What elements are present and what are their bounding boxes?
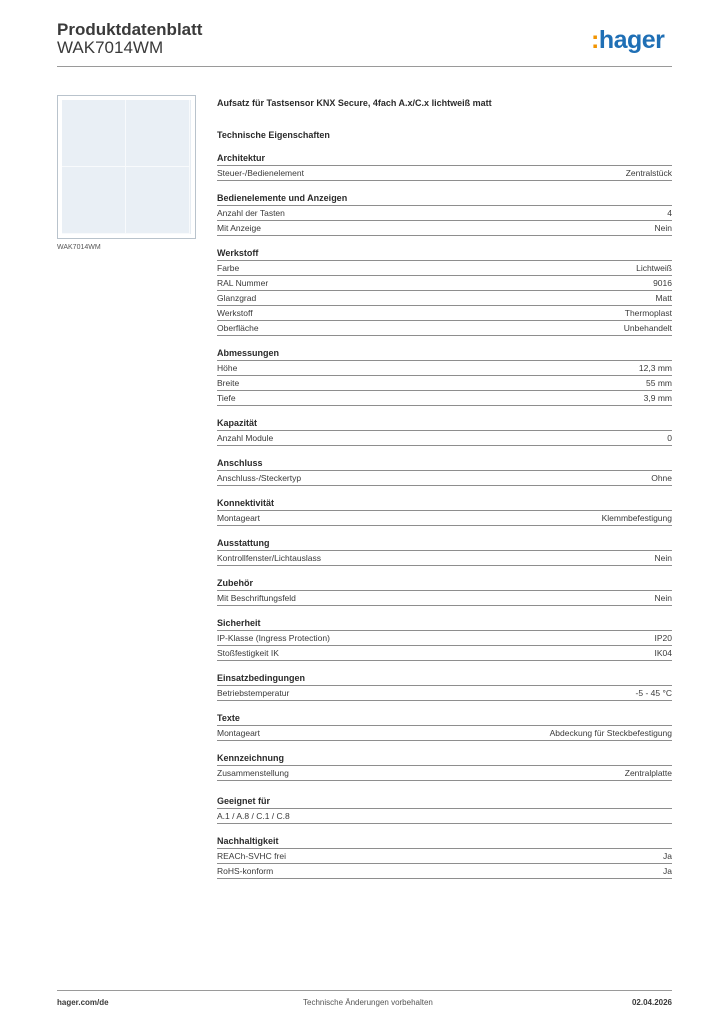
spec-row [217, 863, 672, 879]
spec-row [217, 165, 672, 181]
header-divider [57, 66, 672, 67]
product-image [57, 95, 196, 239]
spec-row [217, 808, 672, 824]
spec-group-title: Konnektivität [217, 498, 275, 508]
spec-label: Werkstoff [217, 308, 253, 318]
spec-group-title: Nachhaltigkeit [217, 836, 279, 846]
spec-label: Breite [217, 378, 240, 388]
rocker-top-left [62, 100, 126, 167]
spec-value: Zentralstück [625, 168, 672, 178]
spec-row [217, 725, 672, 741]
spec-group [217, 795, 672, 824]
spec-label: Montageart [217, 728, 260, 738]
spec-label: Anschluss-/Steckertyp [217, 473, 302, 483]
spec-group [217, 672, 672, 701]
section-title: Technische Eigenschaften [217, 130, 330, 140]
rocker-bottom-left [62, 167, 126, 234]
spec-groups [217, 152, 672, 879]
spec-label: A.1 / A.8 / C.1 / C.8 [217, 811, 290, 821]
spec-row [217, 275, 672, 290]
spec-value: Unbehandelt [623, 323, 672, 333]
spec-group-title: Werkstoff [217, 248, 259, 258]
spec-value: 4 [667, 208, 672, 218]
spec-row [217, 375, 672, 390]
spec-group-title: Abmessungen [217, 348, 280, 358]
spec-group-title: Einsatzbedingungen [217, 673, 306, 683]
spec-value: IP20 [654, 633, 672, 643]
spec-group [217, 537, 672, 566]
spec-row [217, 360, 672, 375]
spec-value: Abdeckung für Steckbefestigung [549, 728, 672, 738]
spec-group [217, 577, 672, 606]
spec-label: Höhe [217, 363, 238, 373]
spec-group [217, 347, 672, 406]
spec-label: Kontrollfenster/Lichtauslass [217, 553, 321, 563]
spec-value: Nein [654, 593, 672, 603]
spec-value: Nein [654, 223, 672, 233]
spec-row [217, 510, 672, 526]
document-title: Produktdatenblatt [57, 20, 203, 39]
spec-group [217, 457, 672, 486]
spec-value: Matt [655, 293, 672, 303]
spec-group [217, 835, 672, 879]
spec-row [217, 765, 672, 781]
product-name: Aufsatz für Tastsensor KNX Secure, 4fach A.x/C.x lichtweiß matt [217, 98, 492, 108]
spec-group-title: Texte [217, 713, 240, 723]
spec-row [217, 305, 672, 320]
spec-value: IK04 [654, 648, 672, 658]
spec-group-title: Architektur [217, 153, 266, 163]
spec-row [217, 320, 672, 336]
spec-group-title: Ausstattung [217, 538, 270, 548]
spec-label: Anzahl der Tasten [217, 208, 285, 218]
spec-value: Zentralplatte [624, 768, 672, 778]
spec-value: Klemmbefestigung [601, 513, 672, 523]
image-caption: WAK7014WM [57, 244, 101, 251]
spec-label: Montageart [217, 513, 260, 523]
spec-group-title: Kennzeichnung [217, 753, 284, 763]
spec-group [217, 752, 672, 781]
spec-label: Tiefe [217, 393, 236, 403]
spec-value: 12,3 mm [638, 363, 672, 373]
footer-note: Technische Änderungen vorbehalten [303, 998, 433, 1007]
spec-row [217, 550, 672, 566]
spec-value: -5 - 45 °C [635, 688, 672, 698]
spec-group [217, 617, 672, 661]
spec-group-title: Kapazität [217, 418, 258, 428]
spec-label: Mit Anzeige [217, 223, 261, 233]
spec-row [217, 260, 672, 275]
spec-row [217, 220, 672, 236]
spec-group [217, 497, 672, 526]
product-specifications [217, 96, 672, 890]
hager-logo [591, 26, 664, 55]
spec-label: RoHS-konform [217, 866, 274, 876]
article-number: WAK7014WM [57, 38, 164, 57]
spec-group-title: Sicherheit [217, 618, 261, 628]
spec-group [217, 247, 672, 336]
spec-row [217, 470, 672, 486]
spec-row [217, 390, 672, 406]
spec-group [217, 712, 672, 741]
spec-label: IP-Klasse (Ingress Protection) [217, 633, 330, 643]
spec-value: Ja [663, 851, 672, 861]
spec-row [217, 645, 672, 661]
product-image-plate [62, 100, 191, 234]
spec-group-title: Geeignet für [217, 796, 271, 806]
logo-text: hager [598, 26, 665, 54]
spec-group-title: Bedienelemente und Anzeigen [217, 193, 348, 203]
spec-label: Farbe [217, 263, 240, 273]
spec-group [217, 192, 672, 236]
spec-row [217, 848, 672, 863]
footer-date: 02.04.2026 [631, 998, 672, 1007]
spec-value: Nein [654, 553, 672, 563]
spec-value: 55 mm [646, 378, 672, 388]
spec-row [217, 685, 672, 701]
spec-row [217, 630, 672, 645]
spec-label: REACh-SVHC frei [217, 851, 286, 861]
spec-group-title: Zubehör [217, 578, 253, 588]
spec-value: Ja [663, 866, 672, 876]
spec-row [217, 205, 672, 220]
spec-row [217, 290, 672, 305]
spec-value: 0 [667, 433, 672, 443]
spec-group-title: Anschluss [217, 458, 263, 468]
spec-label: Betriebstemperatur [217, 688, 290, 698]
rocker-bottom-right [126, 167, 190, 234]
spec-label: Glanzgrad [217, 293, 257, 303]
spec-value: 9016 [653, 278, 672, 288]
spec-label: Oberfläche [217, 323, 259, 333]
footer-divider [57, 990, 672, 991]
spec-label: Mit Beschriftungsfeld [217, 593, 296, 603]
spec-value: Thermoplast [624, 308, 672, 318]
spec-row [217, 430, 672, 446]
spec-label: Anzahl Module [217, 433, 274, 443]
spec-label: Steuer-/Bedienelement [217, 168, 304, 178]
spec-group [217, 417, 672, 446]
rocker-top-right [126, 100, 190, 167]
spec-value: 3,9 mm [643, 393, 672, 403]
logo-prefix: : [591, 26, 599, 54]
spec-label: RAL Nummer [217, 278, 269, 288]
spec-label: Stoßfestigkeit IK [217, 648, 279, 658]
spec-row [217, 590, 672, 606]
spec-value: Lichtweiß [636, 263, 672, 273]
spec-value: Ohne [651, 473, 672, 483]
footer-website: hager.com/de [57, 998, 109, 1007]
spec-label: Zusammenstellung [217, 768, 289, 778]
spec-group [217, 152, 672, 181]
